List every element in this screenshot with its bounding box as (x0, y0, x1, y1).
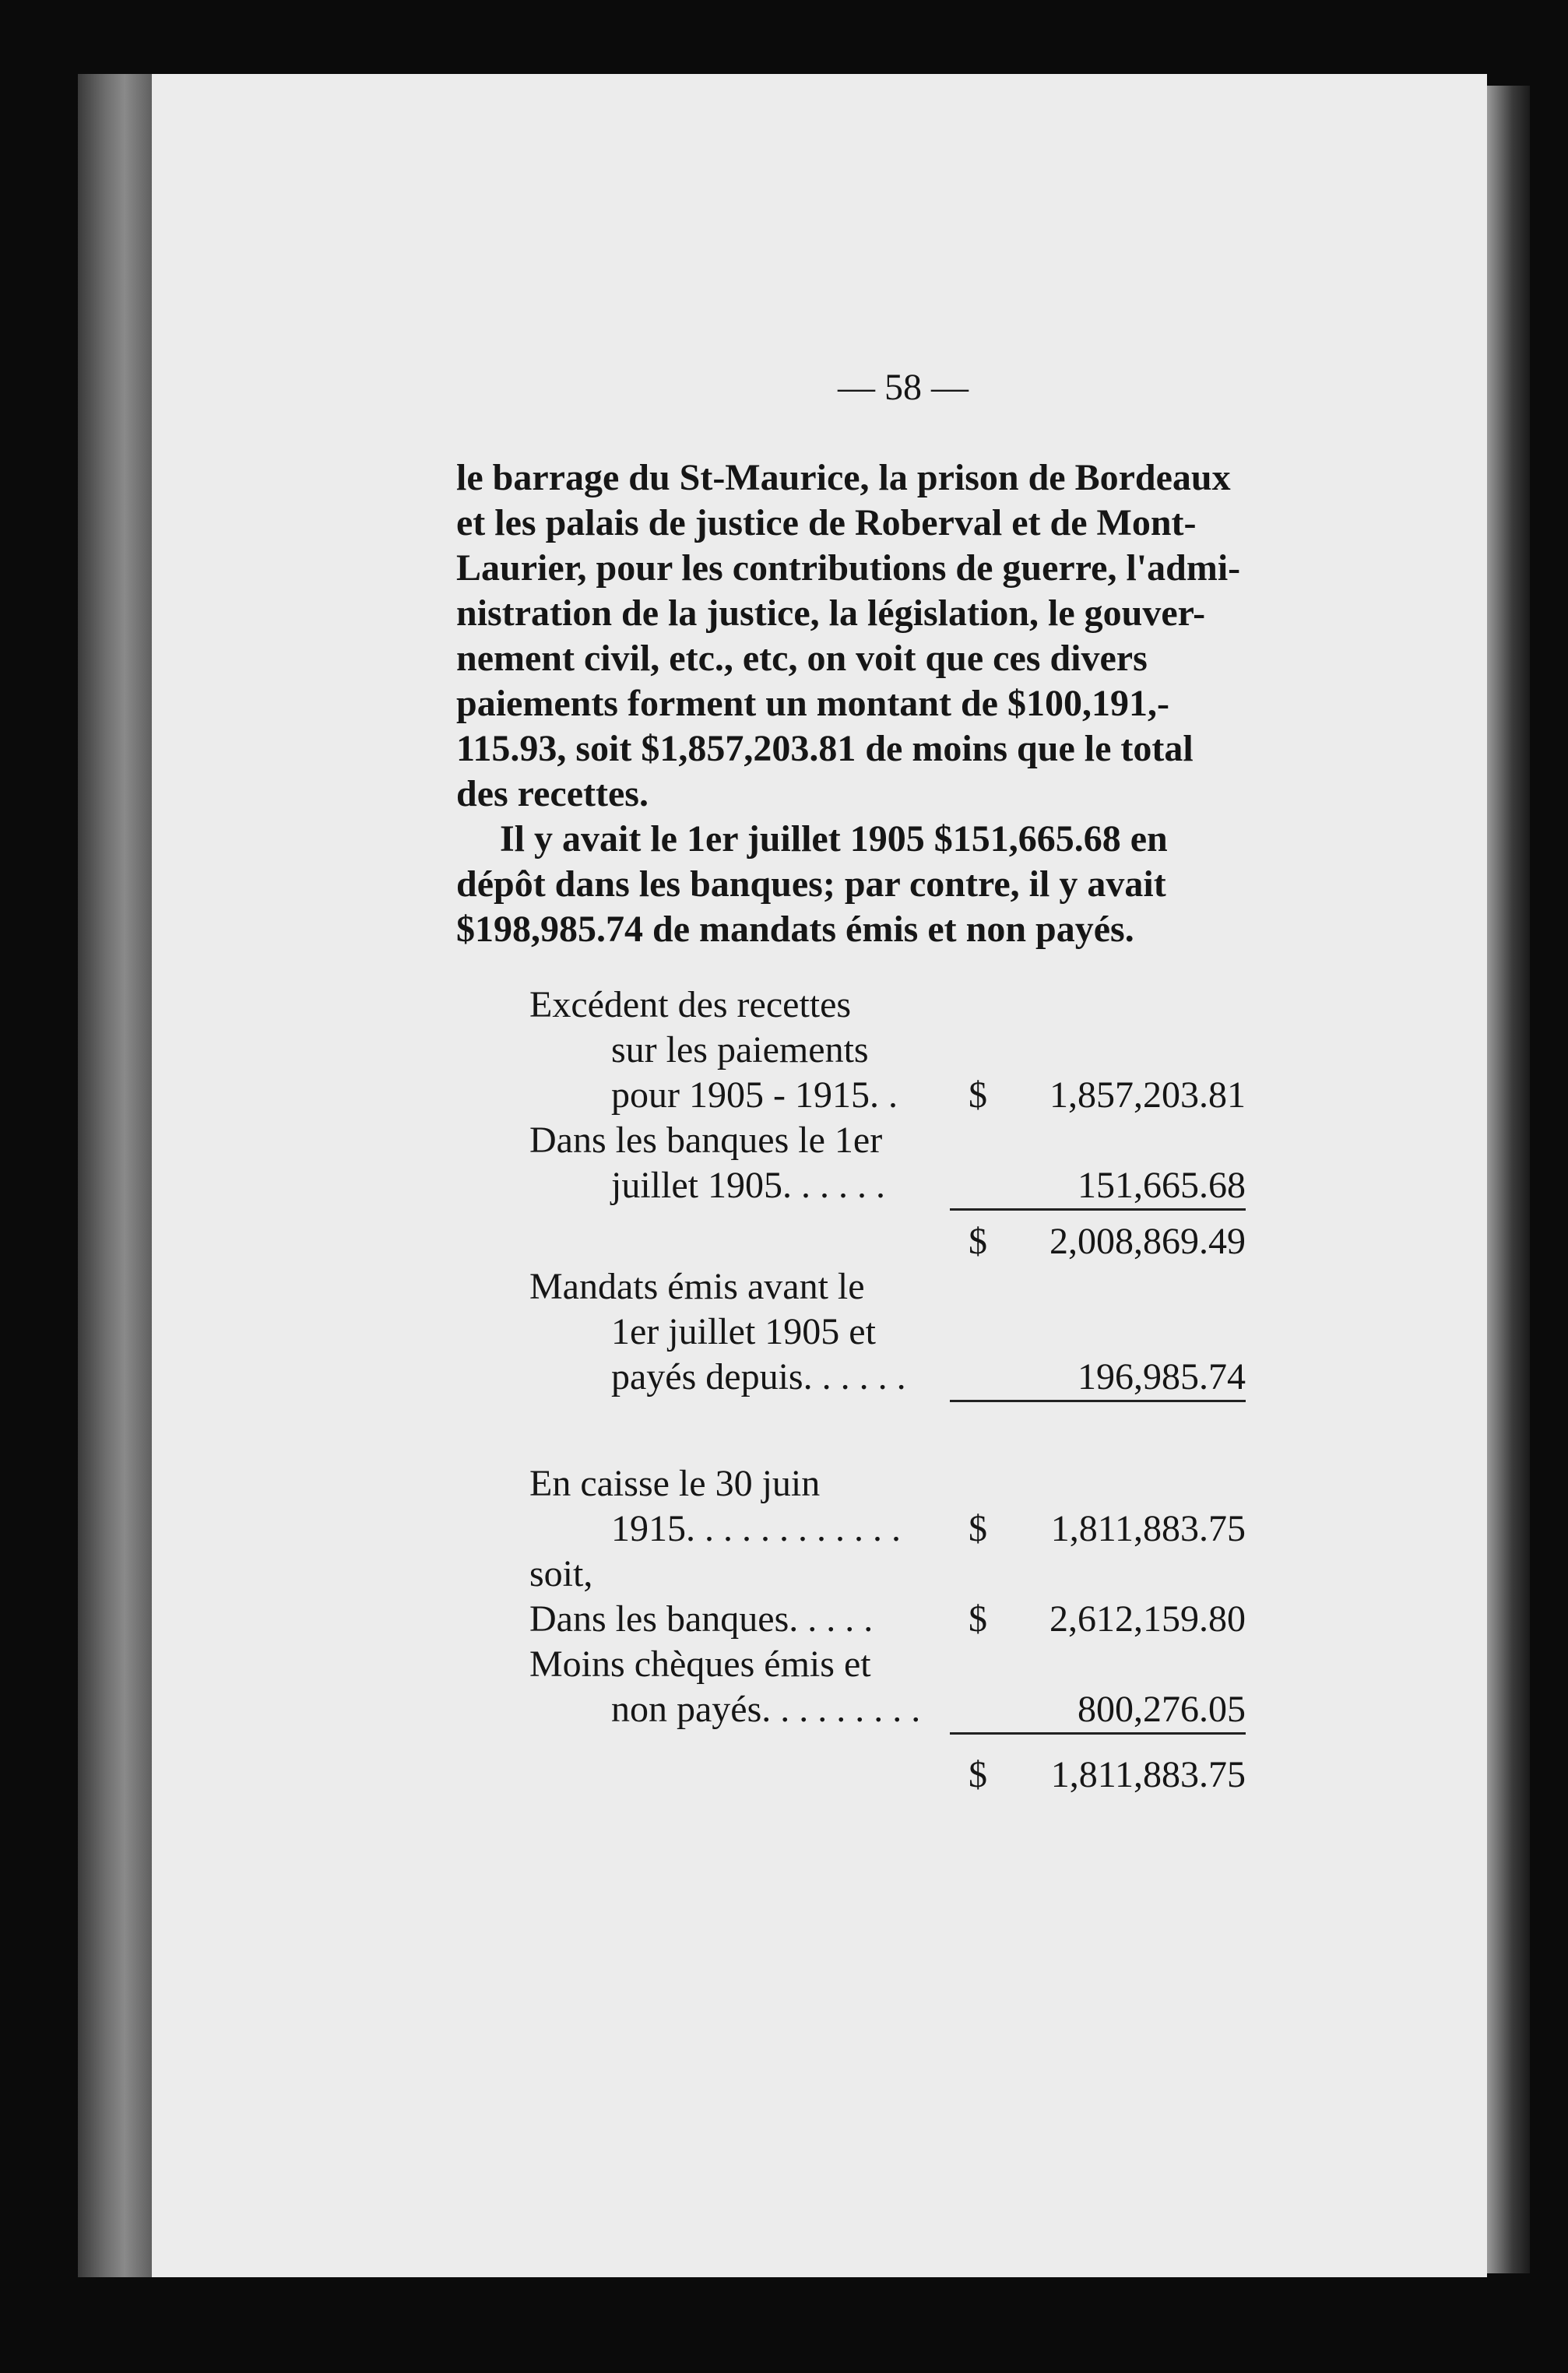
excedent-label: sur les paiements (611, 1029, 869, 1070)
dollar-sign: $ (969, 1221, 987, 1262)
text-line: paiements forment un montant de $100,191,- (456, 683, 1169, 724)
mandats-label: payés depuis. . . . . . (611, 1356, 906, 1397)
dollar-sign: $ (969, 1508, 987, 1549)
ledger-row (529, 1310, 1246, 1355)
ledger-row (529, 983, 1246, 1028)
dollar-sign: $ (969, 1074, 987, 1116)
page-edge-shadow (1487, 86, 1530, 2273)
dans-banques-amount: 2,612,159.80 (1049, 1598, 1246, 1640)
excedent-label: pour 1905 - 1915. . (611, 1074, 898, 1116)
text-line: dépôt dans les banques; par contre, il y avait (456, 863, 1166, 905)
text-line: des recettes. (456, 773, 649, 814)
sum-rule (529, 1400, 1246, 1403)
excedent-amount: 1,857,203.81 (1049, 1074, 1246, 1116)
moins-label: Moins chèques émis et (529, 1644, 871, 1685)
caisse-label: En caisse le 30 juin (529, 1463, 821, 1504)
mandats-amount: 196,985.74 (1078, 1356, 1246, 1397)
text-line: nistration de la justice, la législation, le gouver- (456, 592, 1206, 634)
subtotal-amount: 2,008,869.49 (1049, 1221, 1246, 1262)
ledger-row (529, 1461, 1246, 1506)
ledger-row (529, 1687, 1246, 1732)
soit-label: soit, (529, 1553, 593, 1594)
ledger-row (529, 1118, 1246, 1163)
ledger-row (529, 1552, 1246, 1597)
text-line: Laurier, pour les contributions de guerre, l'admi- (456, 547, 1241, 589)
caisse-amount: 1,811,883.75 (1050, 1508, 1246, 1549)
text-line: le barrage du St-Maurice, la prison de Bordeaux (456, 457, 1231, 498)
ledger-row (529, 1355, 1246, 1400)
ledger-table (529, 983, 1246, 1798)
dans-banques-label: Dans les banques. . . . . (529, 1598, 874, 1640)
ledger-row (529, 1028, 1246, 1073)
book-binding (78, 74, 156, 2277)
dollar-sign: $ (969, 1598, 987, 1640)
ledger-row (529, 1642, 1246, 1687)
excedent-label: Excédent des recettes (529, 984, 852, 1025)
paragraph-1 (456, 455, 1339, 817)
ledger-row (529, 1219, 1246, 1264)
text-line: nement civil, etc., etc, on voit que ces divers (456, 638, 1148, 679)
paragraph-2 (456, 817, 1339, 952)
dollar-sign: $ (969, 1754, 987, 1795)
text-line: 115.93, soit $1,857,203.81 de moins que le total (456, 728, 1194, 769)
banques-amount: 151,665.68 (1078, 1165, 1246, 1206)
banques-label: Dans les banques le 1er (529, 1120, 883, 1161)
ledger-row (529, 1073, 1246, 1118)
body-text (456, 455, 1339, 952)
banques-label: juillet 1905. . . . . . (611, 1165, 885, 1206)
total-amount: 1,811,883.75 (1050, 1754, 1246, 1795)
sum-rule (529, 1208, 1246, 1211)
caisse-label: 1915. . . . . . . . . . . . (611, 1508, 901, 1549)
text-line: $198,985.74 de mandats émis et non payés. (456, 909, 1134, 950)
ledger-row (529, 1264, 1246, 1310)
moins-label: non payés. . . . . . . . . (611, 1689, 921, 1730)
ledger-row (529, 1163, 1246, 1208)
ledger-row (529, 1506, 1246, 1552)
moins-amount: 800,276.05 (1078, 1689, 1246, 1730)
sum-rule (529, 1732, 1246, 1735)
text-line: et les palais de justice de Roberval et de Mont- (456, 502, 1197, 543)
page-number: — 58 — (838, 367, 969, 408)
text-line: Il y avait le 1er juillet 1905 $151,665.68 en (500, 818, 1168, 860)
mandats-label: Mandats émis avant le (529, 1266, 865, 1307)
ledger-row (529, 1597, 1246, 1642)
mandats-label: 1er juillet 1905 et (611, 1311, 876, 1352)
ledger-row (529, 1753, 1246, 1798)
